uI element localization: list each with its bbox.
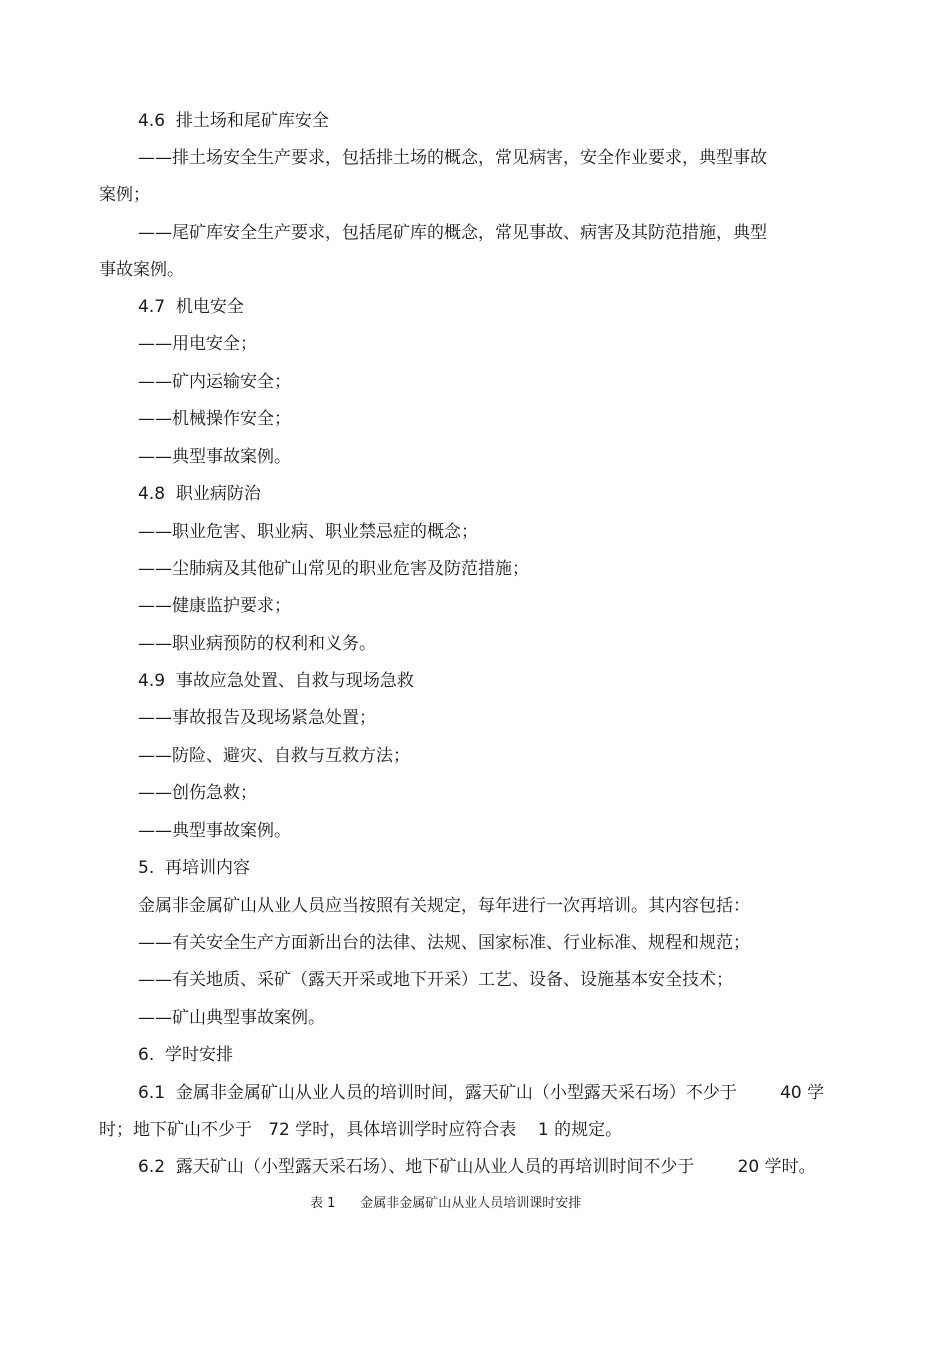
section-heading-5: 5. 再培训内容 bbox=[138, 858, 251, 878]
list-item: ——典型事故案例。 bbox=[138, 447, 291, 467]
list-item: ——有关地质、采矿（露天开采或地下开采）工艺、设备、设施基本安全技术； bbox=[138, 970, 733, 990]
list-item: ——健康监护要求； bbox=[138, 596, 291, 616]
list-item: ——用电安全； bbox=[138, 334, 257, 354]
section-heading-4-6: 4.6 排土场和尾矿库安全 bbox=[138, 111, 329, 131]
paragraph-6-1: 6.1 金属非金属矿山从业人员的培训时间，露天矿山（小型露天采石场）不少于 40 学 bbox=[138, 1083, 825, 1103]
table-caption: 表 1 金属非金属矿山从业人员培训课时安排 bbox=[310, 1196, 582, 1211]
list-item: ——矿山典型事故案例。 bbox=[138, 1008, 325, 1028]
section-heading-4-9: 4.9 事故应急处置、自救与现场急救 bbox=[138, 671, 414, 691]
list-item: ——排土场安全生产要求，包括排土场的概念，常见病害，安全作业要求，典型事故 bbox=[138, 148, 767, 168]
paragraph-6-1-continuation: 时；地下矿山不少于 72 学时，具体培训学时应符合表 1 的规定。 bbox=[99, 1120, 623, 1140]
list-item-continuation: 事故案例。 bbox=[99, 260, 184, 280]
list-item: ——事故报告及现场紧急处置； bbox=[138, 708, 376, 728]
section-heading-6: 6. 学时安排 bbox=[138, 1045, 234, 1065]
list-item: ——职业病预防的权利和义务。 bbox=[138, 634, 376, 654]
section-heading-4-8: 4.8 职业病防治 bbox=[138, 484, 261, 504]
list-item: ——职业危害、职业病、职业禁忌症的概念； bbox=[138, 522, 478, 542]
paragraph: 金属非金属矿山从业人员应当按照有关规定，每年进行一次再培训。其内容包括： bbox=[138, 896, 750, 916]
list-item: ——尾矿库安全生产要求，包括尾矿库的概念，常见事故、病害及其防范措施，典型 bbox=[138, 223, 767, 243]
list-item: ——创伤急救； bbox=[138, 783, 257, 803]
list-item-continuation: 案例； bbox=[99, 185, 150, 205]
paragraph-6-2: 6.2 露天矿山（小型露天采石场）、地下矿山从业人员的再培训时间不少于 20 学时。 bbox=[138, 1157, 816, 1177]
list-item: ——有关安全生产方面新出台的法律、法规、国家标准、行业标准、规程和规范； bbox=[138, 933, 750, 953]
list-item: ——典型事故案例。 bbox=[138, 821, 291, 841]
list-item: ——防险、避灾、自救与互救方法； bbox=[138, 746, 410, 766]
section-heading-4-7: 4.7 机电安全 bbox=[138, 297, 244, 317]
list-item: ——尘肺病及其他矿山常见的职业危害及防范措施； bbox=[138, 559, 529, 579]
list-item: ——机械操作安全； bbox=[138, 409, 291, 429]
list-item: ——矿内运输安全； bbox=[138, 372, 291, 392]
